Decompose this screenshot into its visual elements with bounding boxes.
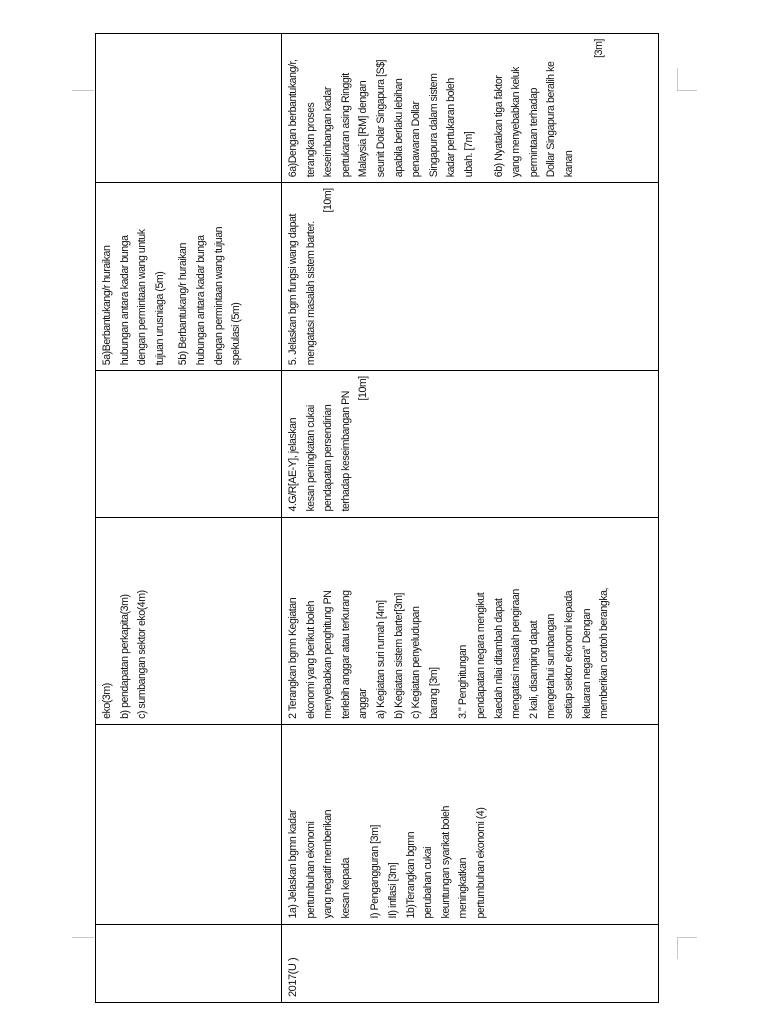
question-cell-4 [96, 183, 282, 371]
text-line: eko(3m) [101, 683, 113, 719]
corner-mark-bottom-left-h [72, 937, 94, 938]
text-line: meningkatkan [457, 857, 470, 919]
text-line: 2 kali, disamping dapat [527, 620, 540, 719]
text-line: setiap sektor ekonomi kepada [562, 590, 575, 719]
exam-questions-table [95, 33, 659, 1003]
corner-mark-bottom-right-v [677, 937, 678, 959]
question-cell-2 [282, 517, 659, 724]
text-line: dengan permintaan wang tujuan [212, 226, 225, 366]
year-cell [96, 924, 282, 1002]
text-line: c) sumbangan sektor eko(4m) [136, 590, 149, 719]
text-line: I) Pengangguran [3m] [369, 825, 382, 919]
text-line: Dollar Singapura beralih ke [545, 61, 558, 178]
text-line: pendapatan persendirian [322, 404, 335, 512]
text-line: kanan [562, 150, 575, 178]
rotated-page [95, 33, 659, 1003]
text-line: perubahan cukai [422, 846, 435, 919]
text-line: apabila berlaku lebihan [392, 78, 405, 178]
text-line: terangkan proses [304, 102, 317, 178]
question-cell-4 [282, 183, 659, 371]
text-line: yang menyebabkan keluk [510, 67, 523, 178]
text-line: kesan peningkatan cukai [304, 405, 317, 512]
text-line: hubungan antara kadar bunga [118, 235, 131, 366]
text-line: pertumbuhan ekonomi [304, 821, 317, 919]
text-line: a) Kegiatan suri rumah [4m] [374, 600, 387, 719]
text-line: 6a)Dengan berbantukang/r, [287, 59, 299, 178]
table-row [96, 34, 282, 1003]
text-line: 4.G/R[AE-Y], jelaskan [287, 417, 299, 512]
text-line: mengatasi masalah pengiraan [510, 589, 523, 719]
text-line: 1a) Jelaskan bgmn kadar [287, 809, 299, 919]
question-cell-1 [282, 724, 659, 924]
corner-mark-top-right-h [677, 90, 697, 91]
year-cell: 2017(U ) [282, 924, 659, 1002]
text-line: 5. Jelaskan bgm fungsi wang dapat [287, 214, 299, 366]
text-line: pertumbuhan ekonomi (4) [474, 807, 487, 919]
text-line: mengetahui sumbangan [545, 614, 558, 719]
corner-mark-bottom-right-h [677, 937, 697, 938]
text-line: spekulasi (5m) [230, 302, 243, 366]
text-line: hubungan antara kadar bunga [194, 235, 207, 366]
text-line: c) Kegiatan penyeludupan [410, 606, 423, 719]
text-line: ubah. [7m] [462, 131, 475, 178]
text-line: anggar [357, 688, 370, 719]
text-line: tujuan urusniaga (5m) [153, 271, 166, 366]
text-line: 2 Terangkan bgmn Kegiatan [287, 597, 299, 719]
text-line: pertukaran asing Ringgit [339, 73, 352, 178]
question-cell-1 [96, 724, 282, 924]
table-row [282, 34, 659, 1003]
text-line: b) Kegiatan sistem barter[3m] [392, 593, 405, 719]
text-line: 6b) Nyatakan tiga faktor [492, 75, 505, 178]
text-line: mengatasi masalah sistem barter. [304, 221, 317, 366]
question-cell-3 [282, 371, 659, 517]
corner-mark-top-right-v [677, 68, 678, 90]
text-line: barang [3m] [427, 667, 440, 719]
text-line: 1b)Terangkan bgmn [404, 831, 417, 919]
text-line: keuntungan syarikat boleh [439, 806, 452, 919]
text-line: b) pendapatan perkapita(3m) [118, 594, 131, 719]
question-cell-3 [96, 371, 282, 517]
text-line: [10m] [357, 376, 370, 401]
text-line: kaedah nilai ditambah dapat [492, 598, 505, 719]
corner-mark-top-left-h [72, 90, 94, 91]
text-line: seunit Dolar Singapura [S$] [374, 59, 387, 178]
text-line: penawaran Dollar [410, 101, 423, 178]
text-line: II) inflasi [3m] [386, 862, 399, 919]
text-line: kadar pertukaran boleh [445, 78, 458, 178]
text-line: [10m] [322, 188, 335, 213]
text-line: yang negatif memberikan [322, 809, 335, 919]
question-cell-5 [96, 34, 282, 183]
text-line: terhadap keseimbangan PN [339, 391, 352, 512]
text-line: 5a)Berbantukang/r huraikan [101, 245, 113, 366]
text-line: keseimbangan kadar [322, 87, 335, 178]
text-line: keluaran negara" Dengan [580, 608, 593, 719]
text-line: menyebabkan penghitung PN [322, 590, 335, 719]
text-line: 5b) Berbantukang/r huraikan [177, 243, 190, 366]
text-line: memberikan contoh berangka, [598, 587, 611, 719]
text-line: 3." Penghitungan [457, 645, 470, 719]
question-cell-2 [96, 517, 282, 724]
text-line: pendapatan negara mengikut [474, 592, 487, 719]
text-line: terlebih anggar atau terkurang [339, 590, 352, 719]
text-line: kesan kepada [339, 857, 352, 919]
text-line: dengan permintaan wang untuk [136, 229, 149, 366]
text-line: Singapura dalam sistem [427, 73, 440, 178]
text-line: [3m] [592, 39, 605, 58]
text-line: Malaysia [RM] dengan [357, 80, 370, 178]
text-line: permintaan terhadap [527, 88, 540, 178]
text-line: ekonomi yang berikut boleh [304, 601, 317, 719]
question-cell-5 [282, 34, 659, 183]
